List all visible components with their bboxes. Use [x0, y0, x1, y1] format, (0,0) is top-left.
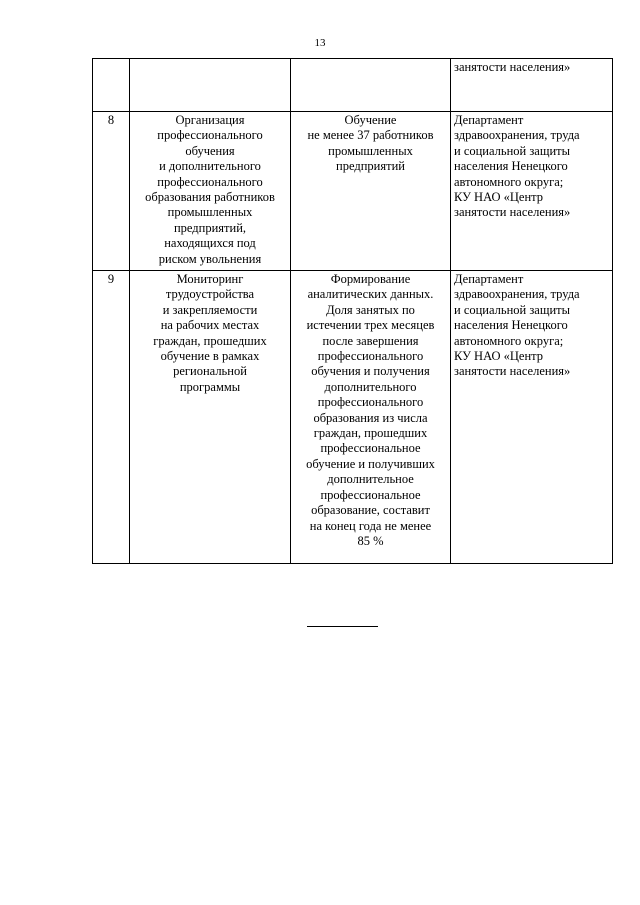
cell-executor	[451, 112, 613, 271]
footer-rule	[307, 626, 378, 627]
cell-result-line: дополнительного	[324, 379, 417, 394]
cell-result-line: обучение и получивших	[306, 456, 435, 471]
measures-table	[92, 58, 613, 564]
cell-executor-line: занятости населения»	[454, 364, 571, 379]
cell-executor-line: КУ НАО «Центр	[454, 349, 544, 364]
cell-result-line: после завершения	[322, 333, 419, 348]
cell-activity-line: граждан, прошедших	[153, 333, 267, 348]
cell-result-line: профессионального	[317, 349, 424, 364]
page-number: 13	[314, 37, 326, 49]
cell-activity-line: программы	[179, 379, 241, 394]
cell-result-line: не менее 37 работников	[307, 128, 434, 143]
cell-result-line: граждан, прошедших	[313, 426, 428, 441]
cell-result-line: 85 %	[357, 533, 384, 548]
cell-executor-line: занятости населения»	[454, 60, 571, 74]
cell-result-line: обучения и получения	[311, 364, 430, 379]
cell-activity-line: обучения	[185, 143, 235, 158]
cell-result-line: Доля занятых по	[326, 302, 415, 317]
cell-result	[291, 271, 451, 564]
cell-result-line: профессиональное	[320, 441, 421, 456]
row-number: 9	[107, 272, 115, 286]
row-number: 8	[107, 113, 115, 127]
table-row	[93, 112, 613, 271]
cell-executor-line: Департамент	[454, 113, 524, 127]
cell-executor-line: населения Ненецкого	[454, 318, 568, 333]
table-row	[93, 59, 613, 112]
cell-result-line: предприятий	[336, 159, 405, 174]
cell-result-line: истечении трех месяцев	[306, 318, 435, 333]
cell-activity-line: Мониторинг	[176, 272, 244, 286]
cell-activity-line: образования работников	[145, 190, 275, 205]
cell-activity-line: Организация	[175, 113, 245, 127]
cell-number	[93, 59, 130, 112]
cell-executor-line: автономного округа;	[454, 333, 564, 348]
cell-executor-line: и социальной защиты	[454, 143, 571, 158]
cell-activity-line: и дополнительного	[159, 159, 261, 174]
cell-result-line: дополнительное	[327, 472, 414, 487]
cell-activity	[130, 112, 291, 271]
cell-result-line: на конец года не менее	[309, 518, 432, 533]
cell-result-line: образование, составит	[311, 503, 430, 518]
cell-activity-line: региональной	[173, 364, 247, 379]
cell-result-line: промышленных	[328, 143, 413, 158]
cell-executor	[451, 59, 613, 112]
cell-activity-line: и закрепляемости	[162, 302, 258, 317]
cell-result-line: профессиональное	[320, 487, 421, 502]
cell-activity-line: профессионального	[157, 128, 263, 143]
cell-executor-line: населения Ненецкого	[454, 159, 568, 174]
cell-executor	[451, 271, 613, 564]
cell-activity-line: находящихся под	[164, 236, 256, 251]
cell-executor-line: КУ НАО «Центр	[454, 190, 544, 205]
cell-result-line: Обучение	[344, 113, 397, 127]
cell-result-line: Формирование	[330, 272, 411, 286]
cell-activity-line: риском увольнения	[158, 251, 262, 266]
cell-result-line: профессионального	[317, 395, 424, 410]
cell-activity-line: промышленных	[167, 205, 253, 220]
table-body	[93, 59, 613, 564]
cell-executor-line: и социальной защиты	[454, 302, 571, 317]
cell-activity-line: предприятий,	[173, 220, 247, 235]
cell-activity	[130, 271, 291, 564]
cell-number	[93, 112, 130, 271]
cell-activity	[130, 59, 291, 112]
cell-executor-line: занятости населения»	[454, 205, 571, 220]
cell-result	[291, 59, 451, 112]
cell-activity-line: на рабочих местах	[160, 318, 260, 333]
cell-executor-line: автономного округа;	[454, 174, 564, 189]
cell-executor-line: Департамент	[454, 272, 524, 286]
cell-result-line: образования из числа	[313, 410, 428, 425]
cell-executor-line: здравоохранения, труда	[454, 287, 580, 302]
cell-activity-line: трудоустройства	[165, 287, 255, 302]
table-row	[93, 271, 613, 564]
cell-result-line: аналитических данных.	[307, 287, 434, 302]
cell-result	[291, 112, 451, 271]
cell-activity-line: профессионального	[157, 174, 263, 189]
cell-number	[93, 271, 130, 564]
cell-activity-line: обучение в рамках	[160, 349, 260, 364]
cell-executor-line: здравоохранения, труда	[454, 128, 580, 143]
